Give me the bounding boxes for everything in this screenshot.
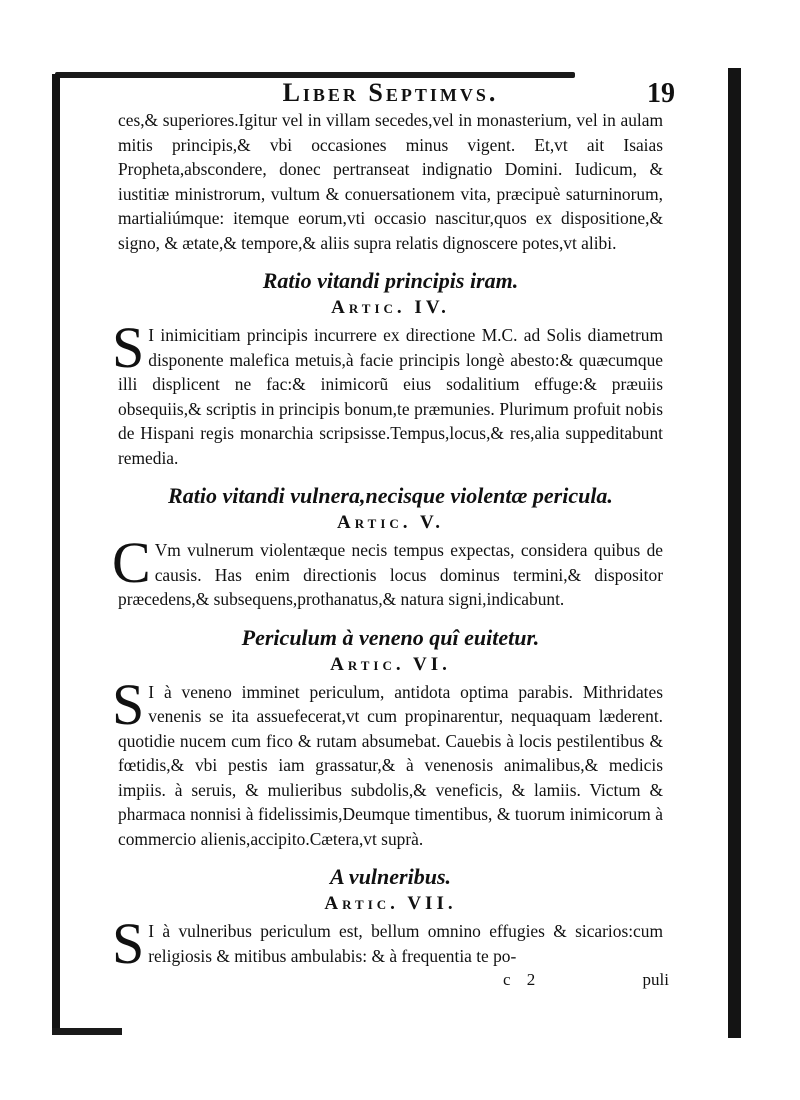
scan-border-bottom bbox=[52, 1028, 122, 1035]
article-number: Artic. IV. bbox=[331, 297, 450, 318]
running-head-title: Liber Septimvs. bbox=[282, 78, 499, 107]
catchword: puli bbox=[642, 970, 669, 989]
article-number: Artic. VI. bbox=[330, 653, 451, 675]
book-page bbox=[112, 78, 675, 1028]
page-number: 19 bbox=[647, 78, 675, 109]
section-text: I à vulneribus periculum est, bellum omnino effugies & sicarios:cum religiosis & mitibus ambulabis: & à frequentia te po- bbox=[148, 921, 663, 966]
article-number: Artic. V. bbox=[337, 512, 444, 533]
section-text: I inimicitiam principis incurrere ex directione M.C. ad Solis diametrum disponente malefica metuis,à facie principis longè abesto:& quæcumque illi displicent ne fac:& inimicorũ eius sodalitium effuge:& præuiis obsequiis,& scriptis in principis bonum,te præmunies. Plurimum profuit nobis de Hispani regis monarchia scripsisse.Tempus,locus,& res,alia suppeditabunt remedia. bbox=[118, 325, 663, 468]
section-body bbox=[112, 671, 663, 852]
section-heading: Ratio vitandi principis iram. bbox=[262, 268, 519, 293]
section-body bbox=[112, 911, 663, 976]
section-body bbox=[112, 530, 663, 612]
section-artic-iv bbox=[112, 267, 663, 470]
section-artic-v bbox=[112, 482, 663, 612]
scan-border-left bbox=[52, 74, 60, 1034]
section-text: Vm vulnerum violentæque necis tempus expectas, considera quibus de causis. Has enim directionis locus dominus termini,& dispositor præcedens,& subsequens,prothanatus,& natura signi,indicabunt. bbox=[118, 540, 663, 609]
section-artic-vii bbox=[112, 863, 663, 976]
section-text: I à veneno imminet periculum, antidota optima parabis. Mithridates venenis se ita assuefecerat,vt cum propinarentur, nequaquam læderent. quotidie nucem cum fico & rutam absumebat. Cauebis à locis pestilentibus & fœtidis,& vbi pestis iam grassatur,& à venenosis animalibus,& medicis impiis. à seruis, & mulieribus subdolis,& veneficis, & lamiis. Victum & pharmaca nonnisi à fidelissimis,Deumque timentibus, & tuorum inimicorum à commercio alienis,accipito.Cætera,vt suprà. bbox=[118, 681, 663, 849]
article-number: Artic. VII. bbox=[324, 893, 457, 914]
catchline bbox=[118, 970, 669, 996]
section-heading: Ratio vitandi vulnera,necisque violentæ pericula. bbox=[168, 483, 613, 508]
section-artic-vi bbox=[112, 624, 663, 852]
section-body bbox=[112, 315, 663, 470]
drop-capital: C bbox=[112, 530, 151, 595]
section-heading: Periculum à veneno quî euitetur. bbox=[241, 624, 540, 650]
opening-paragraph: ces,& superiores.Igitur vel in villam secedes,vel in monasterium, vel in aulam mitis principis,& vbi occasiones minus vigent. Et,vt ait Isaias Propheta,abscondere, donec pertranseat indignatio Domini. Iudicum, & iustitiæ ministrorum, vultum & conuersationem vita, præcipuè saturninorum, martialiúmque: itemque eorum,vti occasio nascitur,quos ex dispositione,& signo, & ætate,& tempore,& aliis supra relatis dignoscere potes,vt alibi. bbox=[118, 110, 663, 253]
drop-capital: S bbox=[112, 315, 145, 380]
scan-border-right bbox=[728, 68, 741, 1038]
running-head bbox=[118, 78, 675, 109]
drop-capital: S bbox=[112, 911, 145, 976]
drop-capital: S bbox=[112, 671, 145, 737]
signature-mark: c 2 bbox=[503, 970, 542, 989]
section-heading: A vulneribus. bbox=[329, 864, 452, 889]
